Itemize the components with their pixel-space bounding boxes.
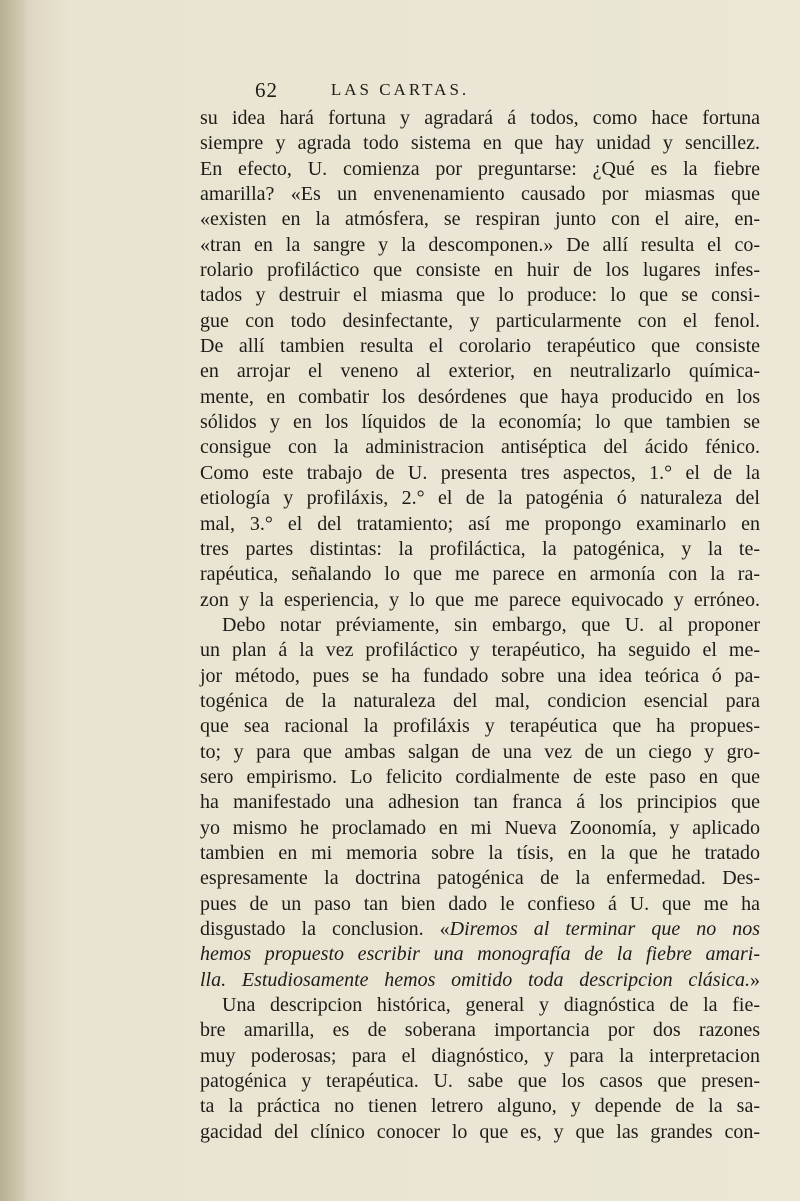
text-line <box>200 968 760 993</box>
text-run: su idea hará fortuna y agradará á todos, como hace fortuna <box>200 107 760 129</box>
text-line <box>200 562 760 587</box>
text-line <box>200 765 760 790</box>
page-header <box>0 78 800 108</box>
text-run: yo mismo he proclamado en mi Nueva Zoonomía, y aplicado <box>200 816 760 839</box>
text-line <box>200 892 760 917</box>
text-line <box>200 790 760 815</box>
running-title: LAS CARTAS. <box>330 80 470 99</box>
text-run: ha manifestado una adhesion tan franca á los principios que <box>200 791 760 814</box>
text-line <box>200 942 760 967</box>
body-text <box>200 106 760 1145</box>
text-run: tados y destruir el miasma que lo produce: lo que se consi- <box>200 284 760 307</box>
text-run-after: » <box>750 968 760 991</box>
text-line <box>200 1094 760 1119</box>
text-line <box>200 841 760 866</box>
text-run: jor método, pues se ha fundado sobre una idea teórica ó pa- <box>200 664 760 687</box>
text-line <box>200 537 760 562</box>
text-line <box>200 410 760 435</box>
text-line <box>200 283 760 308</box>
text-line <box>200 233 760 258</box>
italic-run: hemos propuesto escribir una monografía de la fiebre amari- <box>200 943 760 966</box>
text-run: gue con todo desinfectante, y particularmente con el fenol. <box>200 309 760 332</box>
text-line <box>200 816 760 841</box>
text-run: zon y la esperiencia, y lo que me parece equivocado y erróneo. <box>200 588 760 611</box>
text-line <box>200 740 760 765</box>
text-run: pues de un paso tan bien dado le confieso á U. que me ha <box>200 892 760 915</box>
text-line <box>200 588 760 613</box>
text-run: en arrojar el veneno al exterior, en neutralizarlo química- <box>200 360 760 383</box>
text-run: «existen en la atmósfera, se respiran junto con el aire, en- <box>200 208 760 231</box>
text-line <box>200 157 760 182</box>
text-line <box>200 461 760 486</box>
text-run: tres partes distintas: la profiláctica, la patogénica, y la te- <box>200 537 760 560</box>
text-run: bre amarilla, es de soberana importancia por dos razones <box>200 1019 760 1042</box>
text-line <box>200 917 760 942</box>
text-line <box>200 512 760 537</box>
text-run: siempre y agrada todo sistema en que hay unidad y sencillez. <box>200 132 760 155</box>
text-run: consigue con la administracion antiséptica del ácido fénico. <box>200 436 760 459</box>
text-line <box>200 866 760 891</box>
text-run: patogénica y terapéutica. U. sabe que los casos que presen- <box>200 1070 760 1093</box>
text-run: etiología y profiláxis, 2.° el de la patogénia ó naturaleza del <box>200 487 760 510</box>
text-run: que sea racional la profiláxis y terapéutica que ha propues- <box>200 715 760 738</box>
text-run: En efecto, U. comienza por preguntarse: ¿Qué es la fiebre <box>200 157 760 180</box>
text-run: Como este trabajo de U. presenta tres aspectos, 1.° el de la <box>200 461 760 484</box>
text-run: amarilla? «Es un envenenamiento causado por miasmas que <box>200 183 760 206</box>
italic-run: lla. Estudiosamente hemos omitido toda descripcion clásica. <box>200 968 750 991</box>
text-line <box>200 1044 760 1069</box>
page-number: 62 <box>255 78 278 102</box>
text-run: ta la práctica no tienen letrero alguno, y depende de la sa- <box>200 1095 760 1118</box>
text-line <box>200 309 760 334</box>
text-run: sero empirismo. Lo felicito cordialmente de este paso en que <box>200 765 760 788</box>
text-line <box>200 613 760 638</box>
text-run: «tran en la sangre y la descomponen.» De allí resulta el co- <box>200 233 760 256</box>
text-run: to; y para que ambas salgan de una vez de un ciego y gro- <box>200 740 760 763</box>
text-line <box>200 385 760 410</box>
text-line <box>200 334 760 359</box>
text-line <box>200 664 760 689</box>
text-run: tambien en mi memoria sobre la tísis, en la que he tratado <box>200 841 760 864</box>
text-run: De allí tambien resulta el corolario terapéutico que consiste <box>200 335 760 358</box>
text-run: Una descripcion histórica, general y diagnóstica de la fie- <box>222 994 760 1017</box>
text-run: gacidad del clínico conocer lo que es, y que las grandes con- <box>200 1120 760 1143</box>
text-line <box>200 1120 760 1145</box>
page-gutter <box>0 0 28 1201</box>
text-run: togénica de la naturaleza del mal, condicion esencial para <box>200 689 760 712</box>
text-line <box>200 258 760 283</box>
text-line <box>200 1069 760 1094</box>
text-run: disgustado la conclusion. « <box>200 918 450 940</box>
text-line <box>200 714 760 739</box>
text-run: Debo notar préviamente, sin embargo, que U. al proponer <box>222 613 760 636</box>
text-line <box>200 993 760 1018</box>
text-run: rolario profiláctico que consiste en huir de los lugares infes- <box>200 259 760 282</box>
text-line <box>200 106 760 131</box>
text-run: muy poderosas; para el diagnóstico, y para la interpretacion <box>200 1044 760 1067</box>
text-line <box>200 689 760 714</box>
text-line <box>200 131 760 156</box>
text-run: mente, en combatir los desórdenes que haya producido en los <box>200 385 760 408</box>
text-run: un plan á la vez profiláctico y terapéutico, ha seguido el me- <box>200 639 760 662</box>
text-run: mal, 3.° el del tratamiento; así me propongo examinarlo en <box>200 512 760 535</box>
text-line <box>200 207 760 232</box>
text-line <box>200 638 760 663</box>
text-line <box>200 182 760 207</box>
text-line <box>200 435 760 460</box>
text-line <box>200 1018 760 1043</box>
text-run: espresamente la doctrina patogénica de la enfermedad. Des- <box>200 867 760 890</box>
text-line <box>200 359 760 384</box>
text-line <box>200 486 760 511</box>
text-run: sólidos y en los líquidos de la economía; lo que tambien se <box>200 411 760 434</box>
italic-run: Diremos al terminar que no nos <box>449 918 760 940</box>
text-run: rapéutica, señalando lo que me parece en armonía con la ra- <box>200 563 760 586</box>
